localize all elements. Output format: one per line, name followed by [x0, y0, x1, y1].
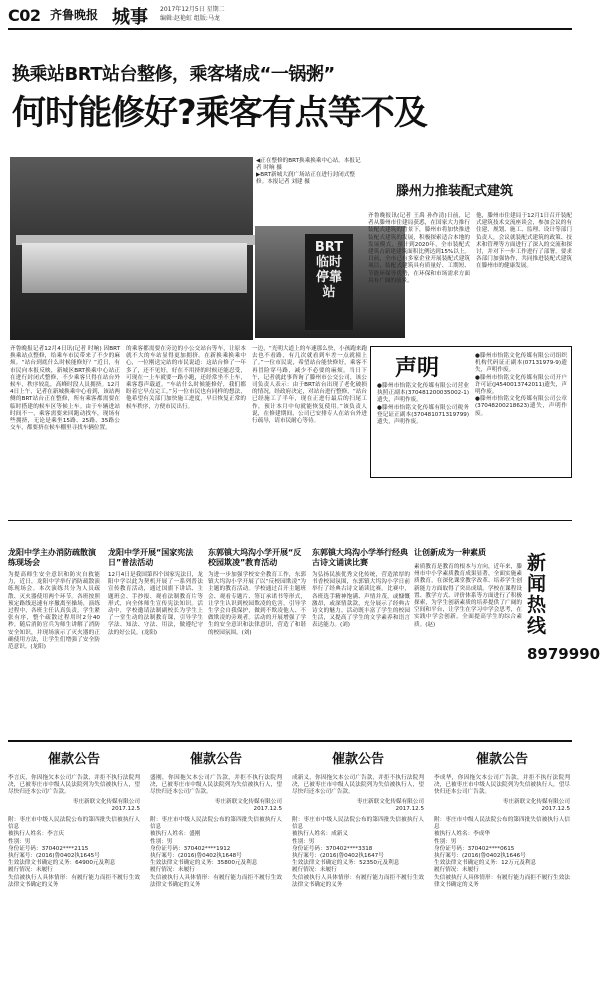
- notice-1-company: 枣庄新联文化传媒有限公司: [72, 798, 140, 805]
- lead-headline: 何时能修好?乘客有点等不及: [12, 93, 427, 133]
- notice-1: [8, 748, 140, 988]
- notice-1-body: 李言庆，你因拖欠本公司广告款，并拒不执行法院判决，已被枣庄市中级人民法院列为失信被执行人，望尽快归还本公司广告款。: [8, 775, 140, 796]
- station-building: [22, 243, 247, 293]
- article-4: [312, 548, 410, 732]
- article-4-body: 为弘扬民族优秀文化传统，营造浓厚的书香校园氛围，东郭镇大坞沟小学日前举行了经典古诗文诵读比赛。比赛中，各班选手精神饱满、声情并茂，或慷慨激昂，或深情款款，充分展示了经典古诗文的魅力。活动既丰富了学生的校园生活，又提高了学生的文学素养和语言表达能力。(刘): [312, 572, 410, 629]
- notice-2-body: 盛刚，你因拖欠本公司广告款，并拒不执行法院判决，已被枣庄市中级人民法院列为失信被执行人，望尽快归还本公司广告款。: [150, 775, 282, 796]
- lead-col3: 一边，“光明大道上的车速那么快，小孩跑来跑去也不看路，有几次就看到车差一点就撞上了。”一位市民说，希望站台能快修好，乘客不再冒险穿马路，减少不必要的麻烦。当日下午，记者就此事咨询了滕州市公交公司，该公司负责人表示：由于BRT站台出现了老化破损的情况，经政府决定，对站台进行整修，“站台已经施工了半年，现在正进行最后的扫尾工作，预计本月中旬就能恢复使用。”该负责人说，在修建期间，公司已安排专人在站台外进行疏导，请市民耐心等待。: [252, 346, 367, 425]
- notice-4-company: 枣庄新联文化传媒有限公司: [502, 798, 570, 805]
- article-2-body: 12月4日是我国第四个国家宪法日，龙阳中学以此为契机开展了一系列普法宣传教育活动，通过国旗下讲话、主题班会、手抄报、观看法制教育片等形式，向全体师生宣传宪法知识。活动中，学校邀请法制副校长为学生上了一堂生动的法制教育课，引导学生学法、知法、守法、用法，做遵纪守法的好公民。(龙阳): [108, 572, 203, 636]
- article-5-body: 素质教育是教育的根本与方向，近年来，滕州市中小学素质教育成果显著，全面实施素质教育，在深化课堂教学改革、培养学生创新能力方面取得了突出成绩。学校在课程设置、教学方式、评价体系等方面进行了积极探索，为学生创新素质的培养提供了广阔的空间和平台，让学生在学习中学会思考，在实践中学会创新，全面提高学生的综合素质。(赵): [414, 564, 522, 628]
- photo-caption-text: ◀正在整修的BRT换乘换乘中心站。本报记者 时晌 摄 ▶BRT新城大润广场站正在进行封闭式整修。本报记者 刘建 摄: [256, 158, 361, 185]
- hotline-number: 8979990: [527, 645, 600, 663]
- station-photo: [10, 157, 253, 340]
- article-3-title: 东郭镇大坞沟小学开展“反校园欺凌”教育活动: [208, 548, 302, 567]
- notice-2-company: 枣庄新联文化传媒有限公司: [214, 798, 282, 805]
- photo-caption: [256, 158, 366, 224]
- notice-4-title: 催款公告: [475, 752, 528, 767]
- editors-line: 编辑:赵艳虹 组版:马龙: [160, 15, 220, 22]
- article-5-title: 让创新成为一种素质: [414, 548, 486, 557]
- section-title: 城事: [112, 7, 148, 28]
- notice-3-body: 成新义，你因拖欠本公司广告款，并拒不执行法院判决，已被枣庄市中级人民法院列为失信被执行人，望尽快归还本公司广告款。: [292, 775, 424, 796]
- lead-kicker: 换乘站BRT站台整修，乘客堵成“一锅粥”: [12, 64, 335, 85]
- header-meta: [160, 5, 225, 23]
- article-5: [414, 548, 522, 734]
- temp-stop-sign-text: BRT临时停靠站: [314, 240, 344, 300]
- notice-4: [434, 748, 570, 988]
- article-3-body: 为进一步加强学校安全教育工作，东郭镇大坞沟小学开展了以“反校园欺凌”为主题的教育活动。学校通过召开主题班会、观看专题片、签订承诺书等形式，让学生认识到校园欺凌的危害，引导学生学会自我保护，做到不欺凌他人、不做欺凌的旁观者。活动的开展增强了学生的安全意识和法律意识，营造了和谐的校园氛围。(刘): [208, 572, 306, 636]
- notice-4-detail: 附：枣庄市中级人民法院公布的第四批失信被执行人信息 被执行人姓名：李成华 性别：男 身份证号码：370402****0615 执行案号：(2016)鲁0402执1646号 生效法律文书确定的义务：12万元及利息 履行情况：未履行 失信被执行人具体情形：有履行能力而拒不履行生效法律文书确定的义务: [434, 817, 570, 888]
- notice-3-date: 2017.12.5: [395, 805, 424, 812]
- declaration-title: 声明: [395, 356, 440, 381]
- notice-2-title: 催款公告: [189, 752, 242, 767]
- article-3: [208, 548, 306, 732]
- declaration-box: [370, 346, 572, 478]
- page-number: C02: [8, 6, 41, 25]
- notice-2-detail: 附：枣庄市中级人民法院公布的第四批失信被执行人信息 被执行人姓名：盛刚 性别：男 身份证号码：370402****1912 执行案号：(2016)鲁0402执1648号 生效法律文书确定的义务：35800元及利息 履行情况：未履行 失信被执行人具体情形：有履行能力而拒不履行生效法律文书确定的义务: [150, 817, 282, 888]
- lead-col1: 齐鲁晚报记者12月4日讯(记者 时晌) 因BRT换乘站点整修，给乘车市民带来了不少的麻烦。“站台到底什么时候能修好？”近日，有市民向本报反映，新城区BRT换乘中心站正在进行封闭式整修，不少乘客只得在站台外候车，秩序较乱，高峰时段人员拥挤。12月4日上午，记者在新城换乘中心看到，该站两侧的BRT站台正在整修，所有乘客都需要在临时搭建的候车区等候上车。由于车辆进站时间不一，乘客需要来回跑动找车，现场有些拥挤，无论是乘坐15路、25路、35路公交车，都要挤在候车棚里寻找车辆位置。: [10, 346, 120, 432]
- article-1-title: 龙阳中学主办消防疏散演练现场会: [8, 548, 96, 567]
- notice-3-detail: 附：枣庄市中级人民法院公布的第四批失信被执行人信息 被执行人姓名：成新义 性别：男 身份证号码：370402****3318 执行案号：(2016)鲁0402执1647号 生效法律文书确定的义务：52350元及利息 履行情况：未履行 失信被执行人具体情形：有履行能力而拒不履行生效法律文书确定的义务: [292, 817, 424, 888]
- sub1-title: 滕州力推装配式建筑: [396, 184, 514, 199]
- article-1-body: 为提高师生安全意识和防灾自救能力，近日，龙阳中学举行消防疏散演练现场会。本次演练共分为人员疏散、灭火器使用两个环节。各班按照预定路线迅速有序撤离至操场，演练过程中，各班主任认真负责，学生紧张有序，整个疏散过程用时2分40秒。随后消防官兵为师生讲解了消防安全知识，并现场演示了灭火器的正确使用方法，让学生们增强了安全防范意识。(龙阳): [8, 572, 100, 651]
- header-rule: [8, 28, 572, 30]
- notice-1-detail: 附：枣庄市中级人民法院公布的第四批失信被执行人信息 被执行人姓名：李言庆 性别：男 身份证号码：370402****2115 执行案号：(2016)鲁0402执1645号 生效法律文书确定的义务：64900元及利息 履行情况：未履行 失信被执行人具体情形：有履行能力而拒不履行生效法律文书确定的义务: [8, 817, 140, 888]
- date-line: 2017年12月5日 星期二: [160, 6, 225, 13]
- article-4-title: 东郭镇大坞沟小学举行经典古诗文诵读比赛: [312, 548, 408, 567]
- lead-col2: 的乘客都需要在旁边的小公交站台等车，让原本就不大的车站显得更加拥挤。在新换乘换乘中心，一位刚送完站的市民说道：这站台修了一年多了，还不见好，好在不用挤的时候还能忍受，可现在一上车就要一路小跑，还经常坐不上车，乘客怨声载道。“车站什么时候能修好，我们都盼着它早点完工。”另一位市民也有同样的想法，他希望有关部门加快施工进度，早日恢复正常的候车秩序，方便市民出行。: [126, 346, 246, 410]
- article-1: [8, 548, 100, 732]
- notice-4-body: 李成华，你因拖欠本公司广告款，并拒不执行法院判决，已被枣庄市中级人民法院列为失信被执行人，望尽快归还本公司广告款。: [434, 775, 570, 796]
- notice-3: [292, 748, 424, 988]
- notice-4-date: 2017.12.5: [541, 805, 570, 812]
- declaration-left: ●滕州市怡铭文化传媒有限公司营业执照正副本(370481200035002-1)遗失，声明作废。 ●滕州市怡铭文化传媒有限公司税务登记证正副本(370481071319799)遗失，声明作废。: [377, 383, 469, 426]
- sub1-col2: 他，滕州市住建局于12月1日召开装配式建筑技术交流座谈会，参加会议的有住建、规划、施工、监理、设计等部门负责人，会议就装配式建筑的政策、技术和管理等方面进行了深入的交流和探讨，并对下一步工作进行了部署，要求各部门加强协作，共同推进装配式建筑在滕州市的健康发展。: [476, 213, 572, 270]
- declaration-right: ●滕州市怡铭文化传媒有限公司组织机构代码证正副本(07131979-9)遗失，声明作废。 ●滕州市怡铭文化传媒有限公司开户许可证(J4540013742011)遗失，声明作废。 ●滕州市怡铭文化传媒有限公司公章(37048200218623)遗失，声明作废。: [475, 353, 567, 417]
- mid-rule: [8, 520, 572, 521]
- notice-2-date: 2017.12.5: [253, 805, 282, 812]
- hotline-box: [527, 552, 600, 728]
- notice-3-title: 催款公告: [331, 752, 384, 767]
- notice-rule: [8, 740, 572, 742]
- newspaper-logo: 齐鲁晚报: [50, 8, 99, 22]
- sub1-col1: 齐鲁晚报讯(记者 王禹 孙作清)日前，记者从滕州市住建局获悉，在国家大力推行装配式建筑的背景下，滕州市将加快推进装配式建筑的发展，积极探索适合本地的发展模式，预计到2020年，全市装配式建筑占新建建筑面积比例达到15%以上。目前，全市已有多家企业开展装配式建筑项目，装配式建筑具有质量好、工期短、节能环保等优势，在环保和市场需求方面具有广阔的前景。: [368, 213, 470, 284]
- article-2: [108, 548, 203, 732]
- notice-1-title: 催款公告: [47, 752, 100, 767]
- notice-2: [150, 748, 282, 988]
- notice-3-company: 枣庄新联文化传媒有限公司: [356, 798, 424, 805]
- hotline-title: 新闻热线: [527, 552, 547, 637]
- notice-1-date: 2017.12.5: [111, 805, 140, 812]
- article-2-title: 龙阳中学开展“国家宪法日”普法活动: [108, 548, 194, 567]
